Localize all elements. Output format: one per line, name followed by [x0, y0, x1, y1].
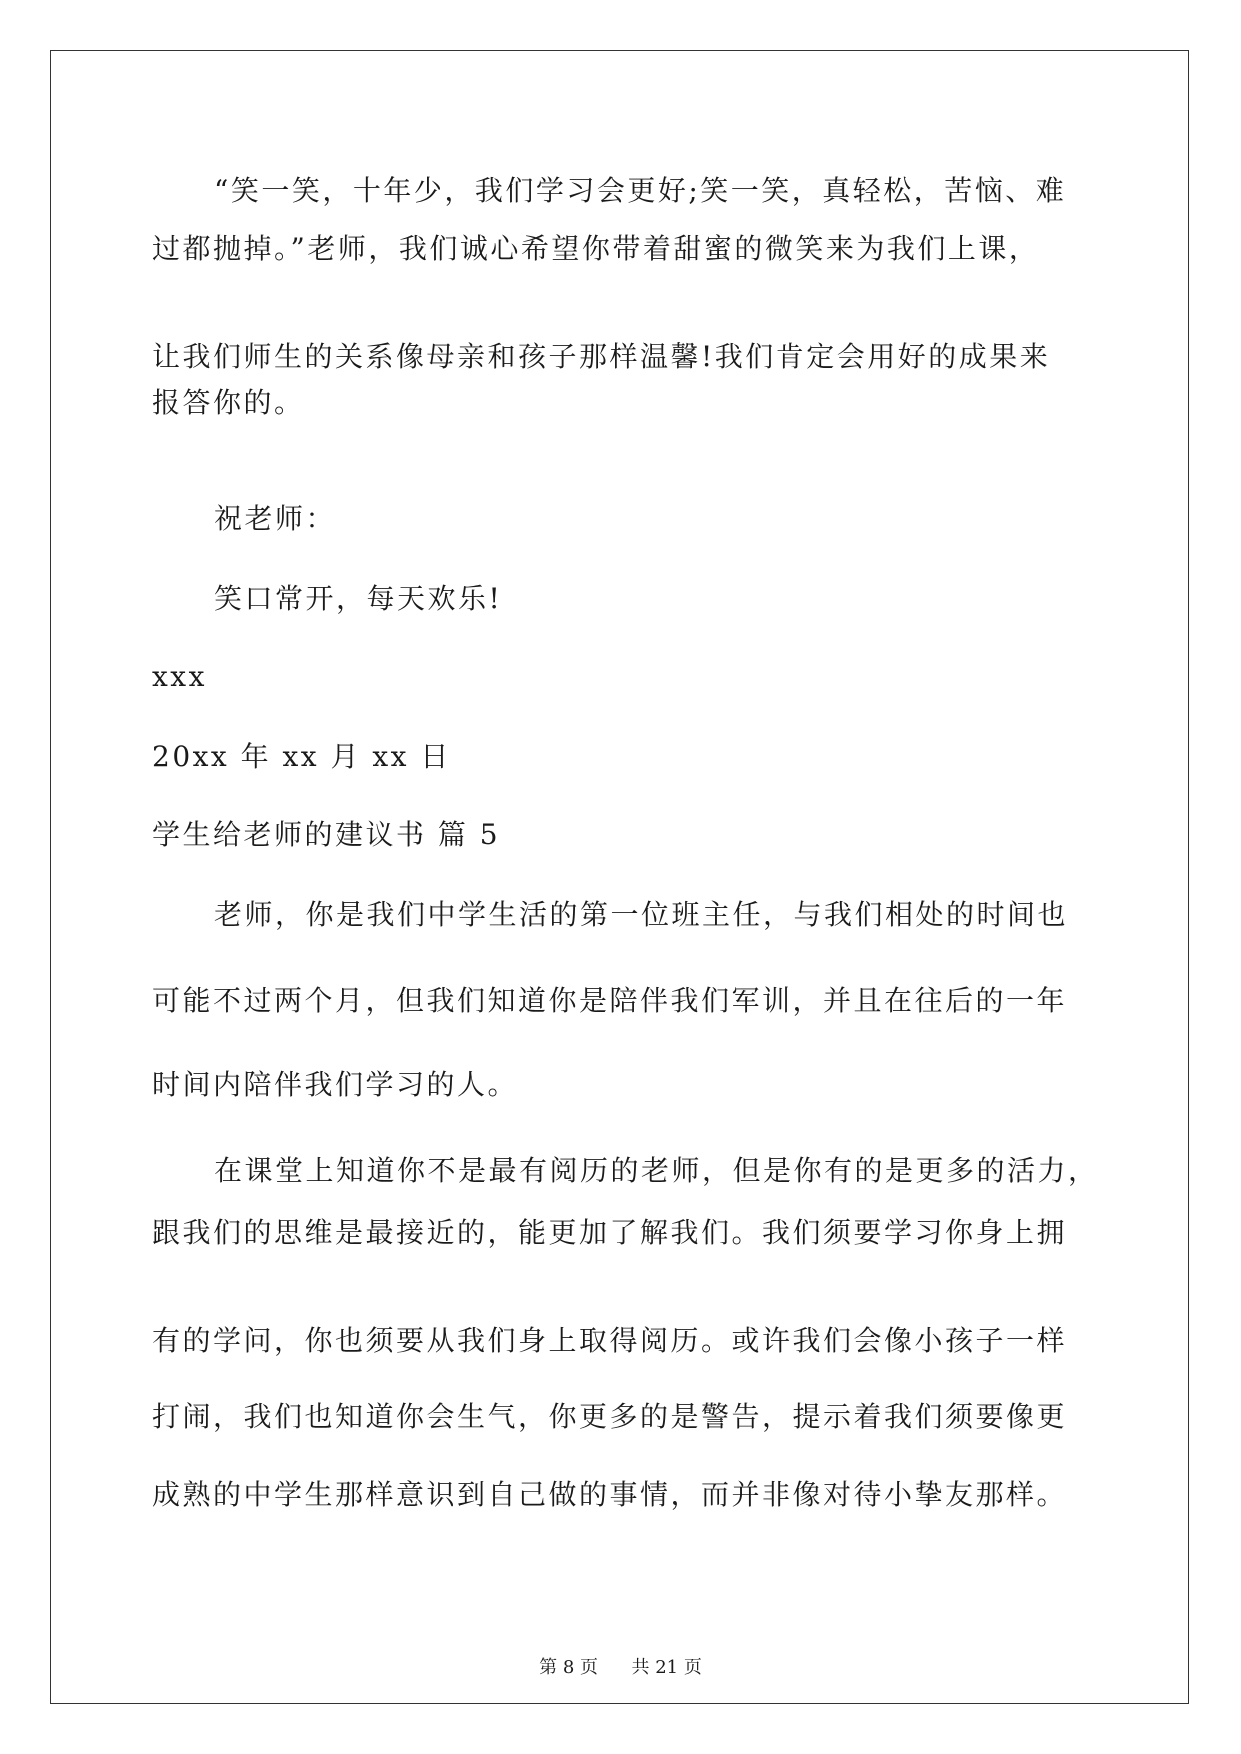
page-total: 共 21 页 [631, 1657, 702, 1678]
paragraph-line: 有的学问，你也须要从我们身上取得阅历。或许我们会像小孩子一样 [152, 1324, 1068, 1357]
paragraph-line: 时间内陪伴我们学习的人。 [152, 1068, 519, 1101]
signature-date: 20xx 年 xx 月 xx 日 [152, 740, 451, 773]
page-number: 第 8 页 [539, 1657, 599, 1678]
paragraph-line: 过都抛掉。”老师，我们诚心希望你带着甜蜜的微笑来为我们上课， [152, 232, 1040, 265]
paragraph-line: 报答你的。 [152, 386, 305, 419]
paragraph-line: 打闹，我们也知道你会生气，你更多的是警告，提示着我们须要像更 [152, 1400, 1068, 1433]
section-heading: 学生给老师的建议书 篇 5 [152, 818, 501, 851]
paragraph-line: 跟我们的思维是最接近的，能更加了解我们。我们须要学习你身上拥 [152, 1216, 1068, 1249]
paragraph-line: 老师，你是我们中学生活的第一位班主任，与我们相处的时间也 [214, 898, 1069, 931]
paragraph-line: “笑一笑，十年少，我们学习会更好;笑一笑，真轻松，苦恼、难 [214, 174, 1067, 207]
paragraph-line: 成熟的中学生那样意识到自己做的事情，而并非像对待小挚友那样。 [152, 1478, 1068, 1511]
paragraph-line: 让我们师生的关系像母亲和孩子那样温馨!我们肯定会用好的成果来 [152, 340, 1051, 373]
paragraph-line: 可能不过两个月，但我们知道你是陪伴我们军训，并且在往后的一年 [152, 984, 1068, 1017]
greeting-line: 笑口常开，每天欢乐! [214, 582, 503, 615]
paragraph-line: 在课堂上知道你不是最有阅历的老师，但是你有的是更多的活力， [214, 1154, 1099, 1187]
greeting-line: 祝老师： [214, 502, 337, 535]
signature-name: xxx [152, 660, 207, 693]
page-footer [0, 1656, 1241, 1680]
page-border [50, 50, 1189, 1704]
